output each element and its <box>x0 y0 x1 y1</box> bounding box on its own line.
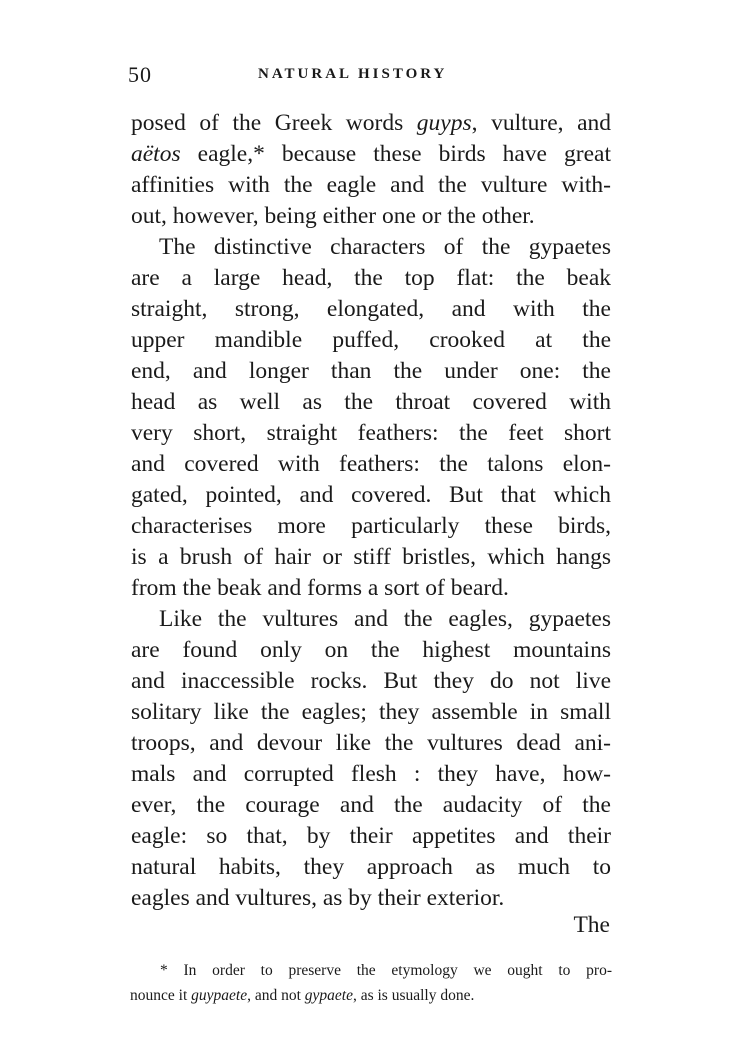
text-line: mals and corrupted flesh : they have, how- <box>131 761 611 787</box>
page-number: 50 <box>128 62 152 87</box>
running-head <box>128 62 612 92</box>
text-line: solitary like the eagles; they assemble in small <box>131 699 611 725</box>
text-line: out, however, being either one or the other. <box>131 203 535 229</box>
text-line: upper mandible puffed, crooked at the <box>131 327 611 353</box>
text-line: Like the vultures and the eagles, gypaetes <box>159 606 611 632</box>
text-line: straight, strong, elongated, and with the <box>131 296 611 322</box>
text-line: are a large head, the top flat: the beak <box>131 265 611 291</box>
text-line: characterises more particularly these birds, <box>131 513 611 539</box>
text-line: are found only on the highest mountains <box>131 637 611 663</box>
footnote-line: * In order to preserve the etymology we ought to pro- <box>160 962 612 979</box>
text-line: and covered with feathers: the talons elon- <box>131 451 611 477</box>
text-line: gated, pointed, and covered. But that which <box>131 482 611 508</box>
text-line: troops, and devour like the vultures dead ani- <box>131 730 611 756</box>
text-line: natural habits, they approach as much to <box>131 854 611 880</box>
text-line: posed of the Greek words guyps, vulture, and <box>131 110 611 136</box>
text-line: ever, the courage and the audacity of the <box>131 792 611 818</box>
text-line: is a brush of hair or stiff bristles, which hangs <box>131 544 611 570</box>
text-line: affinities with the eagle and the vulture with- <box>131 172 611 198</box>
body-text <box>131 108 611 914</box>
text-line: very short, straight feathers: the feet short <box>131 420 611 446</box>
footnote <box>130 958 612 1008</box>
text-line: from the beak and forms a sort of beard. <box>131 575 509 601</box>
text-line: eagles and vultures, as by their exterior. <box>131 885 505 911</box>
text-line: eagle: so that, by their appetites and their <box>131 823 611 849</box>
running-title: NATURAL HISTORY <box>258 66 448 82</box>
text-line: and inaccessible rocks. But they do not live <box>131 668 611 694</box>
text-line: aëtos eagle,* because these birds have great <box>131 141 611 167</box>
text-line: head as well as the throat covered with <box>131 389 611 415</box>
footnote-line: nounce it guypaete, and not gypaete, as is usually done. <box>130 987 475 1004</box>
catchword: The <box>573 912 610 938</box>
text-line: The distinctive characters of the gypaetes <box>159 234 611 260</box>
text-line: end, and longer than the under one: the <box>131 358 611 384</box>
